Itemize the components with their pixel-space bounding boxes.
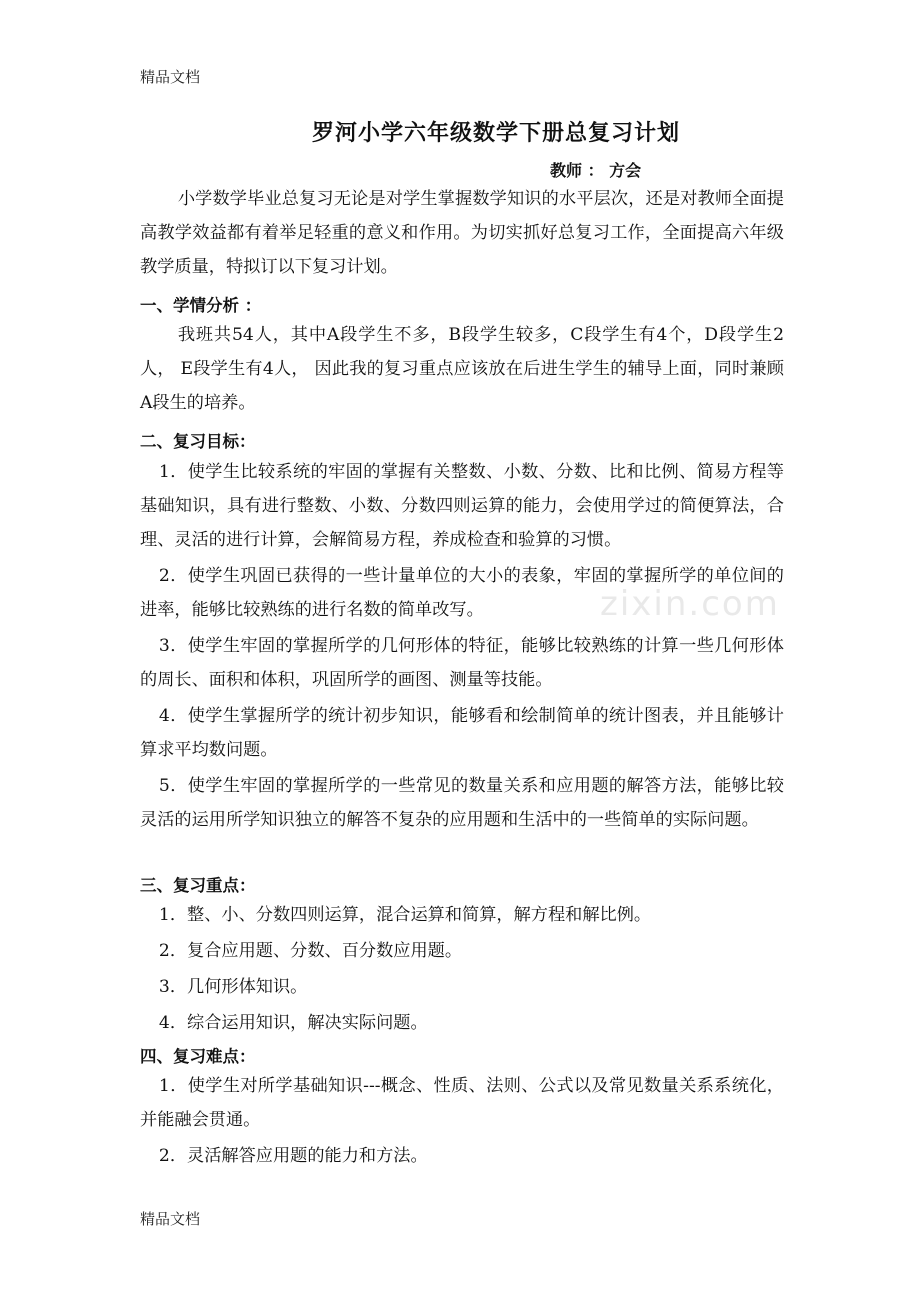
section-heading-goals: 二、复习目标： [140, 432, 256, 451]
section-key-points-list [140, 898, 784, 1042]
intro-text: 小学数学毕业总复习无论是对学生掌握数学知识的水平层次，还是对教师全面提高教学效益都有着举足轻重的意义和作用。为切实抓好总复习工作，全面提高六年级教学质量，特拟订以下复习计划。 [140, 189, 784, 277]
document-title: 罗河小学六年级数学下册总复习计划 [311, 121, 680, 146]
list-item: 2．复合应用题、分数、百分数应用题。 [158, 941, 463, 961]
list-item: 4．综合运用知识，解决实际问题。 [158, 1013, 428, 1033]
section-analysis-body [140, 318, 784, 420]
list-item: 3．使学生牢固的掌握所学的几何形体的特征，能够比较熟练的计算一些几何形体的周长、面积和体积，巩固所学的画图、测量等技能。 [140, 636, 784, 690]
analysis-text: 我班共54人，其中A段学生不多，B段学生较多，C段学生有4个，D段学生2人， E段学生有4人， 因此我的复习重点应该放在后进生学生的辅导上面，同时兼顾A段生的培养。 [140, 325, 784, 413]
list-item: 1．使学生比较系统的牢固的掌握有关整数、小数、分数、比和比例、简易方程等基础知识，具有进行整数、小数、分数四则运算的能力，会使用学过的简便算法，合理、灵活的进行计算，会解简易方程，养成检查和验算的习惯。 [140, 462, 784, 550]
section-heading-analysis: 一、学情分析 ： [140, 296, 262, 315]
teacher-name: 教师 ： 方会 [550, 161, 642, 180]
list-item: 2．使学生巩固已获得的一些计量单位的大小的表象，牢固的掌握所学的单位间的进率，能够比较熟练的进行名数的简单改写。 [140, 566, 784, 620]
list-item: 4．使学生掌握所学的统计初步知识，能够看和绘制简单的统计图表，并且能够计算求平均数问题。 [140, 706, 784, 760]
list-item: 1．整、小、分数四则运算，混合运算和简算，解方程和解比例。 [158, 905, 652, 925]
footer-watermark-text: 精品文档 [140, 1210, 201, 1228]
section-difficulties-list [140, 1069, 784, 1175]
list-item: 1．使学生对所学基础知识---概念、性质、法则、公式以及常见数量关系系统化，并能融会贯通。 [140, 1076, 784, 1130]
section-goals-list [140, 455, 784, 839]
list-item: 5．使学生牢固的掌握所学的一些常见的数量关系和应用题的解答方法，能够比较灵活的运用所学知识独立的解答不复杂的应用题和生活中的一些简单的实际问题。 [140, 776, 784, 830]
list-item: 3．几何形体知识。 [158, 977, 308, 997]
background-watermark: zixin.com [600, 584, 780, 624]
section-heading-difficulties: 四、复习难点： [140, 1047, 256, 1066]
list-item: 2．灵活解答应用题的能力和方法。 [158, 1146, 428, 1166]
header-watermark-text: 精品文档 [140, 68, 201, 86]
section-heading-key-points: 三、复习重点： [140, 876, 256, 895]
intro-paragraph [140, 182, 784, 284]
